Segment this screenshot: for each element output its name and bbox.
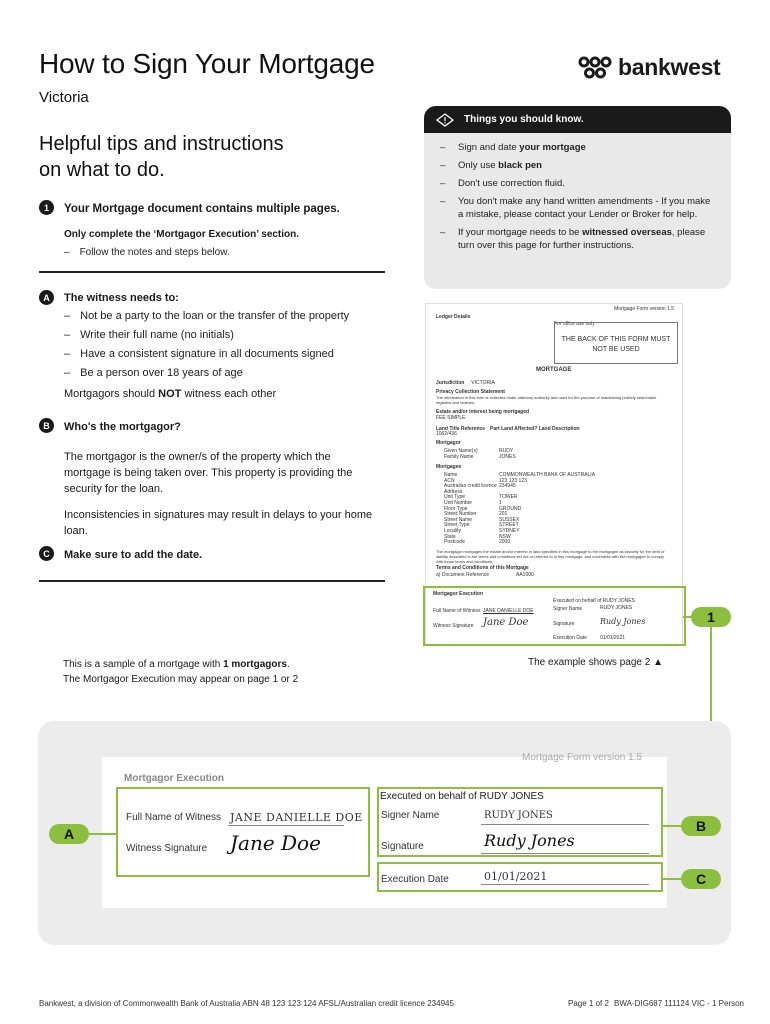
- step1-bullet: – Follow the notes and steps below.: [64, 247, 230, 258]
- mini-mortgagee-value: SYDNEY: [499, 528, 520, 534]
- zoom-badge-a: A: [49, 824, 89, 844]
- sample-note-line2: The Mortgagor Execution may appear on page 1 or 2: [63, 674, 299, 685]
- intro-heading: [39, 131, 284, 183]
- zoom-title: Mortgagor Execution: [124, 773, 225, 784]
- mini-exec-signer-value: RUDY JONES: [600, 605, 633, 611]
- mini-terms-text: The mortgagor mortgages the estate and/or interest in land specified in this mortgage to the mortgagee as security for the debt or liability described in the terms and conditions set out or referred to in this mortgage, and covenants with the mortgagee to comply with those terms and conditions.: [436, 549, 665, 564]
- mini-estate-label: Estate and/or interest being mortgaged: [436, 409, 530, 415]
- zoom-behalf: Executed on behalf of RUDY JONES: [380, 791, 544, 802]
- mini-mortgagee-value: 123 123 123: [499, 477, 527, 484]
- mini-mortgagee-label: State: [444, 533, 456, 540]
- bankwest-logo-icon: [578, 56, 612, 80]
- mini-mortgagee-label: Australian credit licence: [444, 483, 497, 490]
- mini-mortgagor-section: Mortgagor: [436, 440, 461, 446]
- mini-part-land-label: Part Land Affected? Land Description: [490, 426, 580, 432]
- callout-connector-stub: [683, 616, 691, 618]
- section-b-para1: The mortgagor is the owner/s of the property which the mortgage is being taken over. This property is providing the security for the loan.: [64, 451, 353, 495]
- mini-exec-witness-sig-value: Jane Doe: [483, 617, 529, 628]
- mini-mortgagee-value: TOWER: [499, 494, 518, 501]
- section-b-para2: Inconsistencies in signatures may result in delays to your home loan.: [64, 509, 373, 537]
- mini-exec-title: Mortgagor Execution: [433, 591, 484, 597]
- page-subtitle: Victoria: [39, 89, 89, 106]
- mini-mortgagee-label: Locality: [444, 528, 461, 534]
- mortgage-sample-document: [425, 303, 683, 646]
- mini-mortgagee-label: Floor Type: [444, 505, 468, 512]
- tips-header: [424, 106, 731, 133]
- mini-ledger: Ledger Details: [436, 314, 471, 320]
- zoom-witness-name-label: Full Name of Witness: [126, 812, 222, 823]
- zoom-signer-name-line: [481, 824, 649, 825]
- callout-connector: [710, 627, 712, 722]
- mini-execution-highlight: [423, 586, 686, 646]
- mini-mortgagee-value: 234945: [499, 483, 516, 490]
- section-a-heading: The witness needs to:: [64, 292, 179, 304]
- mini-exec-signer-label: Signer Name: [553, 606, 583, 612]
- bankwest-logo: [578, 54, 720, 81]
- mini-office-use: For office use only: [554, 321, 595, 327]
- footer-legal: Bankwest, a division of Commonwealth Bank of Australia ABN 48 123 123 124 AFSL/Australian credit licence 234945: [39, 999, 454, 1008]
- mini-back-notice: THE BACK OF THIS FORM MUST NOT BE USED: [554, 322, 678, 364]
- mini-mortgagee-label: Unit Type: [444, 494, 466, 501]
- mini-mortgagee-label: Street Number: [444, 511, 477, 518]
- zoom-witness-name-value: JANE DANIELLE DOE: [230, 811, 363, 824]
- section-a-bullet: – Not be a party to the loan or the transfer of the property: [64, 310, 349, 322]
- mini-exec-witness-sig-label: Witness Signature: [433, 623, 474, 629]
- tip-item: – Don't use correction fluid.: [458, 177, 715, 190]
- zoom-signature-value: Rudy Jones: [484, 831, 575, 850]
- section-a-bullet: – Write their full name (no initials): [64, 329, 234, 341]
- zoom-signature-line: [481, 853, 649, 854]
- sample-note-line1: This is a sample of a mortgage with 1 mortgagors.: [63, 659, 290, 670]
- section-a-bullet: – Be a person over 18 years of age: [64, 367, 243, 379]
- zoom-signer-name-value: RUDY JONES: [484, 810, 553, 821]
- mini-exec-signature-label: Signature: [553, 621, 575, 627]
- mini-privacy-title: Privacy Collection Statement: [436, 389, 505, 395]
- mini-version: Mortgage Form version 1.5: [614, 306, 675, 312]
- zoom-connector-c: [663, 878, 681, 880]
- mini-family-name-value: JONES: [499, 454, 516, 460]
- divider-top: [39, 271, 385, 273]
- bankwest-logo-text: bankwest: [618, 54, 721, 80]
- tip-item: – You don't make any hand written amendments - If you make a mistake, please contact your Lender or Broker for help.: [458, 195, 715, 221]
- mini-mortgagee-value: COMMONWEALTH BANK OF AUSTRALIA: [499, 472, 596, 478]
- zoom-badge-b: B: [681, 816, 721, 836]
- zoom-connector-b: [663, 825, 681, 827]
- mini-mortgagee-value: GROUND: [499, 505, 522, 512]
- divider-bottom: [39, 580, 385, 582]
- mini-mortgagee-label: Name: [444, 472, 458, 478]
- section-b-heading: Who's the mortgagor?: [64, 421, 181, 433]
- zoom-witness-name-line: [228, 825, 344, 826]
- footer-page: Page 1 of 2: [568, 999, 609, 1008]
- zoom-badge-c: C: [681, 869, 721, 889]
- mini-mortgagee-label: Address: [444, 488, 463, 495]
- zoom-version: Mortgage Form version 1.5: [522, 752, 643, 763]
- mini-mortgagee-label: Unit Number: [444, 500, 473, 506]
- section-a-bullet: – Have a consistent signature in all documents signed: [64, 348, 334, 360]
- zoom-date-label: Execution Date: [381, 874, 449, 885]
- zoom-signer-box: [377, 787, 663, 857]
- mini-mortgagee-label: Street Type: [444, 522, 470, 529]
- mini-mortgagee-value: NSW: [499, 533, 511, 540]
- mini-doc-ref-label: a) Document Reference: [436, 572, 490, 578]
- example-caption-text: The example shows page 2: [528, 657, 651, 668]
- mini-mortgagee-value: 2000: [499, 539, 511, 546]
- zoom-date-line: [481, 884, 649, 885]
- mini-doc-title: MORTGAGE: [536, 367, 572, 373]
- mini-given-name-label: Given Name(s): [444, 448, 478, 454]
- example-caption: [528, 656, 663, 670]
- section-c-badge: C: [39, 546, 54, 561]
- triangle-up-icon: ▲: [653, 657, 663, 668]
- mini-exec-behalf: Executed on behalf of RUDY JONES: [553, 598, 635, 604]
- mini-given-name-value: RUDY: [499, 448, 514, 454]
- zoom-witness-box: [116, 787, 370, 877]
- zoom-witness-sig-value: Jane Doe: [230, 831, 321, 855]
- mini-exec-date-value: 01/01/2021: [600, 635, 626, 641]
- mini-terms-title: Terms and Conditions of this Mortgage: [436, 565, 529, 571]
- mini-mortgagee-value: SUSSEX: [499, 516, 520, 523]
- tips-list: [424, 133, 731, 252]
- zoom-signature-label: Signature: [381, 841, 424, 852]
- mini-exec-witness-name-label: Full Name of Witness: [433, 608, 481, 614]
- callout-1-badge: 1: [691, 607, 731, 627]
- mini-jurisdiction: Jurisdiction VICTORIA: [436, 380, 495, 386]
- section-a-badge: A: [39, 290, 54, 305]
- section-a-note: Mortgagors should NOT witness each other: [64, 388, 277, 400]
- mini-exec-witness-name-value: JANE DANIELLE DOE: [483, 608, 534, 614]
- mini-mortgagee-label: Street Name: [444, 516, 473, 523]
- mini-land-title-value: 1062/436: [436, 431, 457, 437]
- mini-doc-ref-value: AA1000: [516, 572, 534, 578]
- zoom-date-value: 01/01/2021: [484, 870, 548, 883]
- zoom-signer-name-label: Signer Name: [381, 810, 440, 821]
- intro-heading-line1: Helpful tips and instructions: [39, 133, 284, 155]
- tips-header-text: Things you should know.: [464, 114, 584, 125]
- footer-code: BWA-DIG687 111124 VIC - 1 Person: [614, 999, 744, 1008]
- step1-instruction: Only complete the ‘Mortgagor Execution’ section.: [64, 229, 300, 240]
- mini-mortgagee-value: 201: [499, 511, 508, 518]
- mini-estate-value: FEE SIMPLE: [436, 415, 466, 421]
- section-c-heading: Make sure to add the date.: [64, 549, 203, 561]
- tip-item: – Only use black pen: [458, 159, 715, 172]
- mini-family-name-label: Family Name: [444, 454, 474, 460]
- mini-mortgagee-section: Mortgagee: [436, 464, 462, 470]
- mini-mortgagee-value: STREET: [499, 522, 519, 529]
- zoom-connector-a: [89, 833, 116, 835]
- mini-exec-date-label: Execution Date: [553, 635, 587, 641]
- section-b-badge: B: [39, 418, 54, 433]
- mini-mortgagee-label: ACN: [444, 477, 455, 484]
- mini-mortgagee-value: 1: [499, 500, 502, 506]
- mini-land-title-label: Land Title Reference: [436, 426, 486, 432]
- warning-icon: [436, 113, 454, 127]
- mini-exec-signature-value: Rudy Jones: [600, 617, 646, 626]
- step1-badge: 1: [39, 200, 54, 215]
- tips-box: [424, 106, 731, 289]
- mini-mortgagee-label: Postcode: [444, 539, 465, 546]
- tip-item: – Sign and date your mortgage: [458, 141, 715, 154]
- intro-heading-line2: on what to do.: [39, 159, 165, 181]
- zoom-date-box: [377, 862, 663, 892]
- zoom-witness-sig-label: Witness Signature: [126, 843, 208, 854]
- step1-heading: Your Mortgage document contains multiple pages.: [64, 203, 340, 215]
- tip-item: – If your mortgage needs to be witnessed overseas, please turn over this page for further instructions.: [458, 226, 715, 252]
- page-title: How to Sign Your Mortgage: [39, 48, 375, 79]
- mini-privacy-text: The information in this form is collected under statutory authority and used for the purpose of maintaining publicly searchable registers and indexes.: [436, 395, 657, 405]
